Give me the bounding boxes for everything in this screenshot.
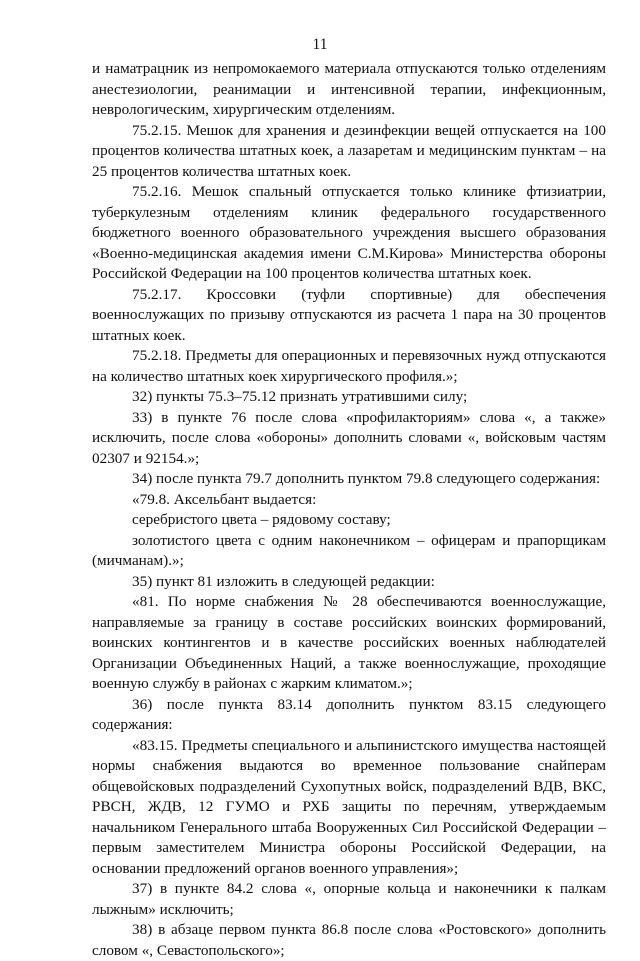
document-body: [92, 59, 606, 961]
paragraph: 35) пункт 81 изложить в следующей редакции:: [132, 572, 435, 590]
paragraph: 33) в пункте 76 после слова «профилакториям» слова «, а также» исключить, после слова «обороны» дополнить словами «, войсковым частям 02307 и 92154.»;: [92, 408, 606, 467]
paragraph: «79.8. Аксельбант выдается:: [132, 490, 317, 508]
paragraph: «81. По норме снабжения № 28 обеспечиваются военнослужащие, направляемые за границу в составе российских воинских формирований, воинских контингентов и в качестве российских военных наблюдателей Организации Объединенных Наций, а также военнослужащие, проходящие военную службу в районах с жарким климатом.»;: [92, 593, 606, 692]
paragraph: 75.2.16. Мешок спальный отпускается только клинике фтизиатрии, туберкулезным отделениям клиник федерального государственного бюджетного военного образовательного учреждения высшего образования «Военно-медицинская академия имени С.М.Кирова» Министерства обороны Российской Федерации на 100 процентов количества штатных коек.: [92, 183, 606, 282]
paragraph: 32) пункты 75.3–75.12 признать утратившими силу;: [132, 388, 468, 405]
paragraph: 37) в пункте 84.2 слова «, опорные кольца и наконечники к палкам лыжным» исключить;: [92, 880, 606, 918]
paragraph: золотистого цвета с одним наконечником – офицерам и прапорщикам (мичманам).»;: [92, 531, 606, 569]
paragraph: «83.15. Предметы специального и альпинистского имущества настоящей нормы снабжения выдаются во временное пользование снайперам общевойсковых подразделений Сухопутных войск, подразделений ВДВ, ВКС, РВСН, ЖДВ, 12 ГУМО и РХБ защиты по перечням, утверждаемым начальником Генерального штаба Вооруженных Сил Российской Федерации – первым заместителем Министра обороны Российской Федерации, на основании предложений органов военного управления»;: [92, 736, 606, 877]
paragraph: 75.2.18. Предметы для операционных и перевязочных нужд отпускаются на количество штатных коек хирургического профиля.»;: [92, 347, 606, 385]
paragraph: и наматрацник из непромокаемого материала отпускаются только отделениям анестезиологии, реанимации и интенсивной терапии, инфекционным, неврологическим, хирургическим отделениям.: [92, 60, 606, 118]
paragraph: 34) после пункта 79.7 дополнить пунктом 79.8 следующего содержания:: [132, 470, 601, 487]
paragraph: 36) после пункта 83.14 дополнить пунктом 83.15 следующего содержания:: [92, 695, 606, 733]
paragraph: 75.2.15. Мешок для хранения и дезинфекции вещей отпускается на 100 процентов количества штатных коек, а лазаретам и медицинским пунктам – на 25 процентов количества штатных коек.: [92, 121, 606, 180]
paragraph: 75.2.17. Кроссовки (туфли спортивные) для обеспечения военнослужащих по призыву отпускаются из расчета 1 пара на 30 процентов штатных коек.: [92, 285, 606, 344]
page-number: 11: [312, 36, 328, 53]
paragraph: 38) в абзаце первом пункта 86.8 после слова «Ростовского» дополнить словом «, Севастопольского»;: [92, 921, 606, 959]
paragraph: серебристого цвета – рядовому составу;: [132, 511, 391, 528]
